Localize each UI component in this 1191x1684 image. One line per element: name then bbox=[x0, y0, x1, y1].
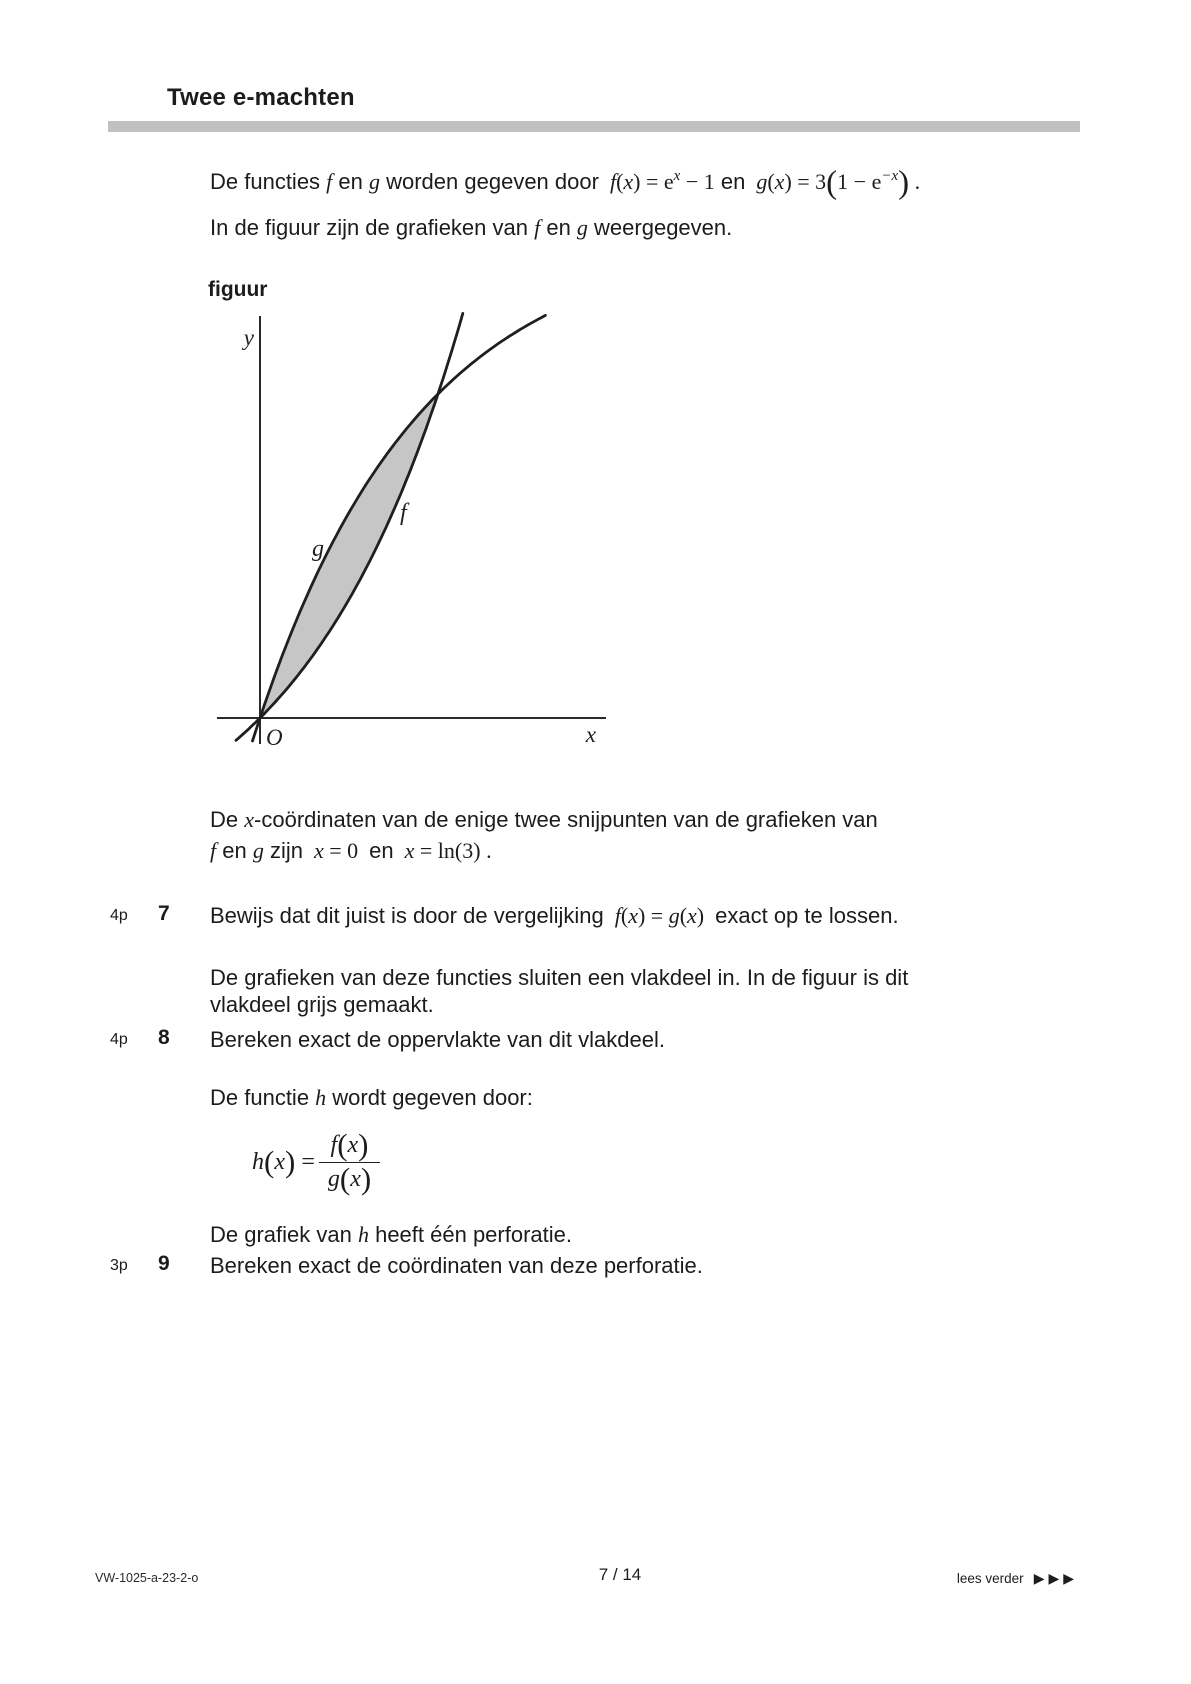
functie-h-intro bbox=[210, 1084, 533, 1112]
text-part: x bbox=[774, 169, 785, 194]
question-row-9 bbox=[0, 1252, 1191, 1282]
shaded-region-between-curves bbox=[260, 394, 438, 718]
text-part: − 1 bbox=[680, 169, 715, 194]
text-part: f bbox=[534, 215, 541, 240]
graph-svg bbox=[200, 298, 620, 756]
text-part: ( bbox=[616, 169, 624, 194]
question-number: 8 bbox=[158, 1026, 170, 1049]
text-part: g bbox=[668, 903, 680, 928]
text-part: en bbox=[216, 838, 253, 863]
text-part: h bbox=[315, 1085, 327, 1110]
text-part: Bereken exact de coördinaten van deze perforatie. bbox=[210, 1253, 703, 1278]
text-part: -coördinaten van de enige twee snijpunten van de grafieken van bbox=[254, 807, 878, 832]
text-part: heeft één perforatie. bbox=[368, 1222, 572, 1247]
text-part: = 0 bbox=[323, 838, 359, 863]
text-part: ) bbox=[358, 1126, 369, 1162]
text-part: ( bbox=[826, 165, 838, 201]
text-part: wordt gegeven door: bbox=[326, 1085, 533, 1110]
formula-h bbox=[252, 1124, 380, 1200]
text-part: ) bbox=[360, 1160, 372, 1196]
text-part: ( bbox=[679, 903, 688, 928]
fraction-numerator bbox=[322, 1126, 378, 1162]
intro-line-2 bbox=[210, 214, 732, 242]
text-part: x bbox=[347, 1131, 359, 1158]
text-part: g bbox=[252, 838, 264, 863]
y-axis-label: y bbox=[243, 325, 254, 350]
text-part: x bbox=[404, 838, 415, 863]
text-part: Bereken exact de oppervlakte van dit vlakdeel. bbox=[210, 1027, 665, 1052]
curve-f-label: f bbox=[400, 500, 407, 526]
text-part: ) = bbox=[637, 903, 669, 928]
text-part: ( bbox=[339, 1160, 351, 1196]
question-row-7 bbox=[0, 902, 1191, 932]
text-part: = bbox=[295, 1148, 315, 1175]
page-title: Twee e-machten bbox=[167, 84, 355, 111]
text-part: ( bbox=[620, 903, 629, 928]
text-part: en bbox=[714, 169, 757, 194]
question-text bbox=[210, 1026, 665, 1054]
text-part: −x bbox=[881, 168, 899, 184]
text-part: en bbox=[358, 838, 405, 863]
text-part: x bbox=[244, 807, 255, 832]
text-part: De grafiek van bbox=[210, 1222, 358, 1247]
text-part: = ln(3) bbox=[414, 838, 481, 863]
text-part: ( bbox=[767, 169, 775, 194]
snijpunten-line-1 bbox=[210, 806, 878, 834]
text-part: h bbox=[357, 1222, 369, 1247]
intro-line-1 bbox=[210, 165, 921, 201]
formula-lhs bbox=[252, 1143, 315, 1179]
text-part: g bbox=[327, 1165, 340, 1192]
text-part: f bbox=[330, 1131, 338, 1158]
text-part: . bbox=[909, 169, 921, 194]
text-part: x bbox=[673, 168, 681, 184]
origin-label: O bbox=[266, 725, 283, 750]
question-number: 9 bbox=[158, 1252, 170, 1275]
text-part: ( bbox=[337, 1126, 348, 1162]
vlakdeel-line-1: De grafieken van deze functies sluiten een vlakdeel in. In de figuur is dit bbox=[210, 965, 909, 990]
question-row-8 bbox=[0, 1026, 1191, 1056]
title-divider-bar bbox=[108, 121, 1080, 132]
fraction-denominator bbox=[319, 1160, 380, 1196]
x-axis-label: x bbox=[585, 722, 596, 747]
continue-indicator bbox=[957, 1570, 1078, 1587]
points-badge: 4p bbox=[110, 907, 128, 924]
text-part: g bbox=[756, 169, 768, 194]
vlakdeel-line-2: vlakdeel grijs gemaakt. bbox=[210, 992, 434, 1017]
text-part: g bbox=[576, 215, 588, 240]
question-number: 7 bbox=[158, 902, 170, 925]
text-part: exact op te lossen. bbox=[704, 903, 899, 928]
text-part: h bbox=[252, 1148, 264, 1175]
perforatie-line bbox=[210, 1221, 572, 1249]
text-part: x bbox=[350, 1165, 361, 1192]
text-part: en bbox=[540, 215, 577, 240]
text-part: x bbox=[628, 903, 638, 928]
text-part: ) bbox=[898, 165, 910, 201]
snijpunten-line-2 bbox=[210, 837, 492, 865]
question-text bbox=[210, 902, 899, 930]
function-graph-figure bbox=[200, 298, 620, 756]
text-part: x bbox=[623, 169, 634, 194]
text-part: De bbox=[210, 807, 245, 832]
text-part: ) = e bbox=[633, 169, 674, 194]
text-part: ) bbox=[696, 903, 705, 928]
question-text bbox=[210, 1252, 703, 1280]
text-part: De functie bbox=[210, 1085, 316, 1110]
text-part: ) bbox=[284, 1143, 296, 1179]
document-code: VW-1025-a-23-2-o bbox=[95, 1571, 199, 1585]
text-part: f bbox=[210, 838, 217, 863]
text-part: 1 − e bbox=[837, 169, 882, 194]
text-part: . bbox=[480, 838, 492, 863]
text-part: en bbox=[332, 169, 369, 194]
figure-heading: figuur bbox=[208, 278, 268, 301]
text-part: g bbox=[369, 169, 380, 194]
text-part: f bbox=[614, 903, 621, 928]
text-part: x bbox=[313, 838, 324, 863]
points-badge: 4p bbox=[110, 1031, 128, 1048]
formula-fraction bbox=[319, 1126, 380, 1196]
text-part: ( bbox=[264, 1143, 275, 1179]
continue-label: lees verder bbox=[956, 1571, 1024, 1586]
text-part: Bewijs dat dit juist is door de vergelijking bbox=[210, 903, 615, 928]
text-part: f bbox=[326, 169, 333, 194]
text-part: f bbox=[609, 169, 617, 194]
text-part: zijn bbox=[263, 838, 314, 863]
next-page-arrows: ▶▶▶ bbox=[1033, 1570, 1078, 1586]
points-badge: 3p bbox=[110, 1257, 128, 1274]
text-part: In de figuur zijn de grafieken van bbox=[210, 215, 535, 240]
text-part: weergegeven. bbox=[587, 215, 733, 240]
text-part: worden gegeven door bbox=[380, 169, 610, 194]
text-part: x bbox=[274, 1148, 285, 1175]
page-number: 7 / 14 bbox=[598, 1565, 642, 1584]
curve-g-label: g bbox=[312, 536, 324, 562]
text-part: De functies bbox=[210, 169, 327, 194]
text-part: x bbox=[687, 903, 697, 928]
text-part: ) = 3 bbox=[784, 169, 827, 194]
